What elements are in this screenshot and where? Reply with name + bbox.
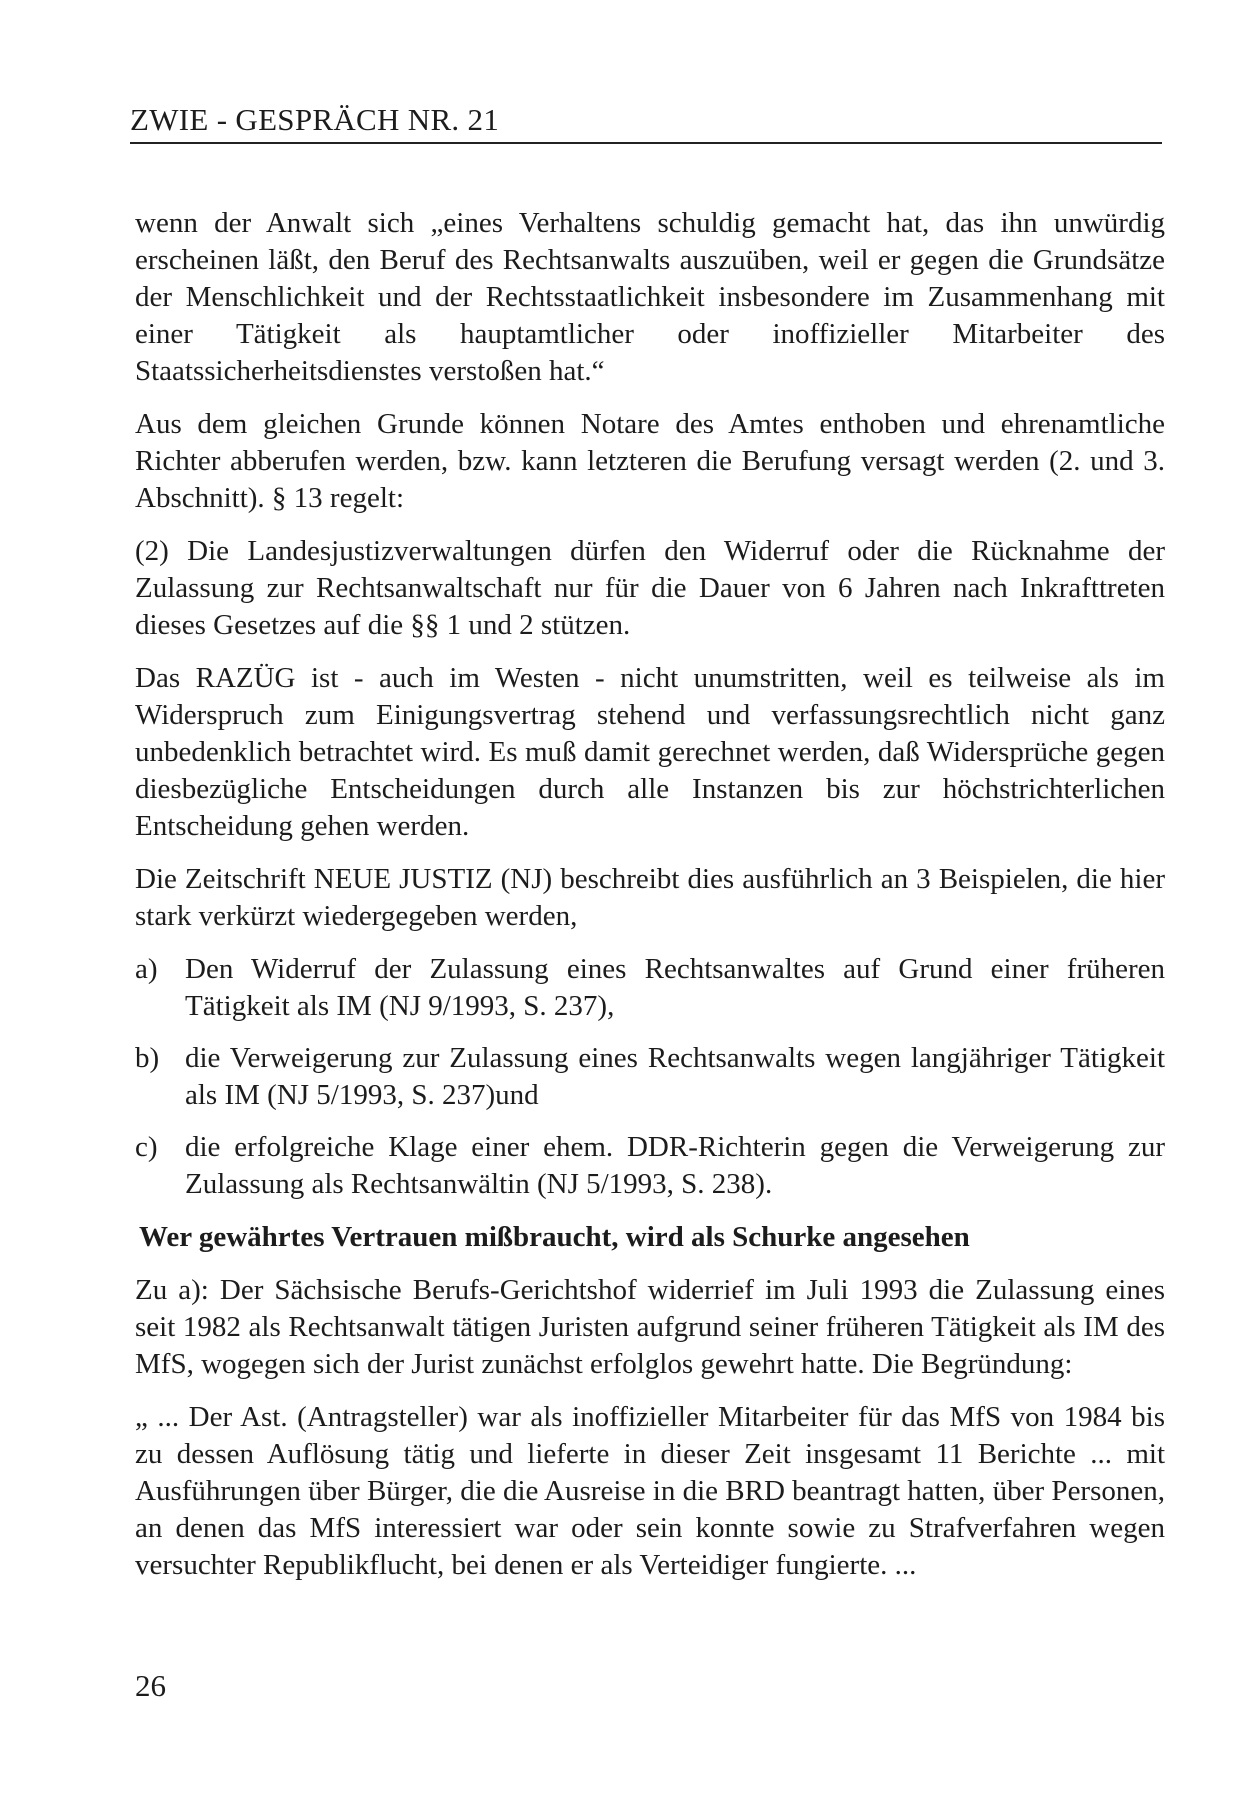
section-heading: Wer gewährtes Vertrauen mißbraucht, wird als Schurke angesehen bbox=[139, 1221, 970, 1253]
list-marker: c) bbox=[135, 1131, 158, 1163]
paragraph-quote-continuation: wenn der Anwalt sich „eines Verhaltens schuldig gemacht hat, das ihn unwürdig erscheinen läßt, den Beruf des Rechtsanwalts auszuüben, weil er gegen die Grundsätze der Menschlichkeit und der Rechtsstaatlichkeit insbesondere im Zusammenhang mit einer Tätigkeit als hauptamtlicher oder inoffizieller Mitarbeiter des Staatssicherheitsdienstes verstoßen hat.“ bbox=[135, 207, 1165, 387]
paragraph-case-a: Zu a): Der Sächsische Berufs-Gerichtshof widerrief im Juli 1993 die Zulassung eines seit 1982 als Rechtsanwalt tätigen Juristen aufgrund seiner früheren Tätigkeit als IM des MfS, wogegen sich der Jurist zunächst erfolglos gewehrt hatte. Die Begründung: bbox=[135, 1274, 1165, 1380]
list-text: die Verweigerung zur Zulassung eines Rechtsanwalts wegen langjähriger Tätigkeit als IM (NJ 5/1993, S. 237)und bbox=[185, 1042, 1165, 1111]
running-header: ZWIE - GESPRÄCH NR. 21 bbox=[130, 102, 500, 137]
list-item-b bbox=[135, 1040, 1165, 1114]
list-item-c bbox=[135, 1129, 1165, 1203]
list-text: Den Widerruf der Zulassung eines Rechtsanwaltes auf Grund einer früheren Tätigkeit als IM (NJ 9/1993, S. 237), bbox=[185, 953, 1165, 1022]
list-text: die erfolgreiche Klage einer ehem. DDR-Richterin gegen die Verweigerung zur Zulassung als Rechtsanwältin (NJ 5/1993, S. 238). bbox=[185, 1131, 1165, 1200]
paragraph-razueg: Das RAZÜG ist - auch im Westen - nicht unumstritten, weil es teilweise als im Widerspruch zum Einigungsvertrag stehend und verfassungsrechtlich nicht ganz unbedenklich betrachtet wird. Es muß damit gerechnet werden, daß Widersprüche gegen diesbezügliche Entscheidungen durch alle Instanzen bis zur höchstrichterlichen Entscheidung gehen werden. bbox=[135, 662, 1165, 842]
list-item-a bbox=[135, 951, 1165, 1025]
paragraph-begruendung-quote: „ ... Der Ast. (Antragsteller) war als inoffizieller Mitarbeiter für das MfS von 1984 bis zu dessen Auflösung tätig und lieferte in dieser Zeit insgesamt 11 Berichte ... mit Ausführungen über Bürger, die die Ausreise in die BRD beantragt hatten, über Personen, an denen das MfS interessiert war oder sein konnte sowie zu Strafverfahren wegen versuchter Republikflucht, bei denen er als Verteidiger fungierte. ... bbox=[135, 1401, 1165, 1581]
header-rule bbox=[130, 142, 1162, 144]
paragraph-section-13: (2) Die Landesjustizverwaltungen dürfen den Widerruf oder die Rücknahme der Zulassung zur Rechtsanwaltschaft nur für die Dauer von 6 Jahren nach Inkrafttreten dieses Gesetzes auf die §§ 1 und 2 stützen. bbox=[135, 535, 1165, 641]
page-number: 26 bbox=[135, 1668, 166, 1703]
paragraph-notare: Aus dem gleichen Grunde können Notare des Amtes enthoben und ehrenamtliche Richter abberufen werden, bzw. kann letzteren die Berufung versagt werden (2. und 3. Abschnitt). § 13 regelt: bbox=[135, 408, 1165, 514]
body-text bbox=[135, 205, 1165, 1600]
list-marker: b) bbox=[135, 1042, 160, 1074]
paragraph-neue-justiz: Die Zeitschrift NEUE JUSTIZ (NJ) beschreibt dies ausführlich an 3 Beispielen, die hier stark verkürzt wiedergegeben werden, bbox=[135, 863, 1165, 932]
list-marker: a) bbox=[135, 953, 158, 985]
